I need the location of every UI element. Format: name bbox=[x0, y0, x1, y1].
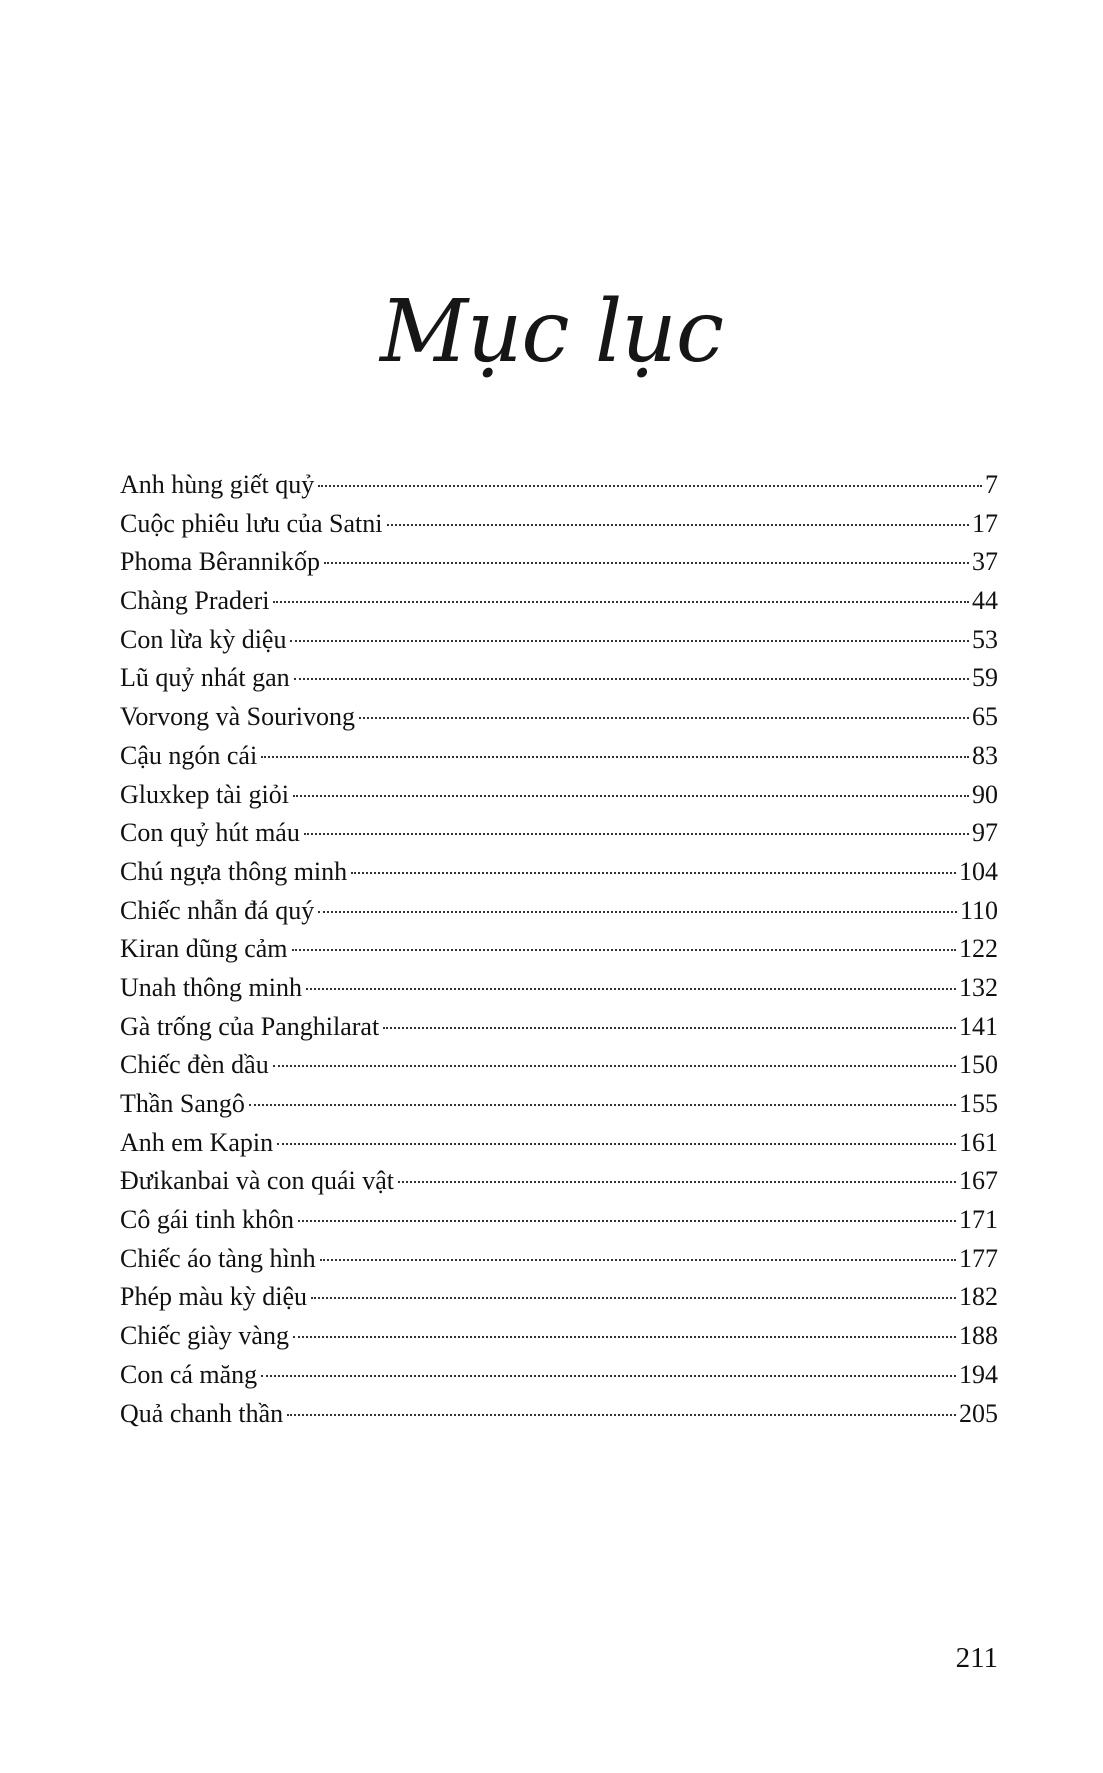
toc-entry-page: 97 bbox=[972, 818, 998, 848]
toc-entry-page: 205 bbox=[959, 1398, 998, 1428]
toc-entry bbox=[120, 1008, 998, 1047]
toc-entry-title: Chàng Praderi bbox=[120, 586, 270, 616]
toc-entry-page: 177 bbox=[959, 1243, 998, 1273]
toc-entry bbox=[120, 1240, 998, 1279]
dot-leader bbox=[387, 524, 970, 526]
toc-entry bbox=[120, 969, 998, 1008]
dot-leader bbox=[261, 756, 969, 758]
dot-leader bbox=[383, 1027, 956, 1029]
toc-entry bbox=[120, 466, 998, 505]
toc-entry-page: 44 bbox=[972, 586, 998, 616]
toc-entry-title: Phép màu kỳ diệu bbox=[120, 1282, 308, 1312]
toc-entry bbox=[120, 543, 998, 582]
toc-entry-title: Con quỷ hút máu bbox=[120, 818, 300, 848]
toc-entry-page: 122 bbox=[959, 934, 998, 964]
toc-entry-title: Anh em Kapin bbox=[120, 1127, 274, 1157]
toc-entry bbox=[120, 582, 998, 621]
toc-entry-title: Quả chanh thần bbox=[120, 1398, 284, 1428]
toc-entry-title: Chiếc áo tàng hình bbox=[120, 1243, 316, 1273]
toc-entry bbox=[120, 1085, 998, 1124]
toc-entry-title: Đưikanbai và con quái vật bbox=[120, 1166, 395, 1196]
toc-entry bbox=[120, 1395, 998, 1434]
toc-entry-title: Chiếc giày vàng bbox=[120, 1321, 289, 1351]
toc-entry bbox=[120, 892, 998, 931]
toc-entry-title: Anh hùng giết quỷ bbox=[120, 470, 315, 499]
dot-leader bbox=[293, 795, 969, 797]
toc-entry bbox=[120, 1046, 998, 1085]
dot-leader bbox=[293, 1336, 956, 1338]
toc-entry-title: Con lừa kỳ diệu bbox=[120, 624, 287, 654]
page-number: 211 bbox=[955, 1642, 998, 1674]
toc-entry-title: Cô gái tinh khôn bbox=[120, 1205, 295, 1235]
toc-entry bbox=[120, 776, 998, 815]
dot-leader bbox=[359, 717, 969, 719]
dot-leader bbox=[249, 1104, 956, 1106]
toc-entry-title: Gluxkep tài giỏi bbox=[120, 779, 289, 809]
toc-entry-page: 110 bbox=[959, 895, 998, 925]
toc-entry-title: Vorvong và Sourivong bbox=[120, 702, 355, 732]
toc-entry bbox=[120, 1317, 998, 1356]
toc-entry-page: 194 bbox=[959, 1359, 998, 1389]
toc-entry-title: Chiếc nhẫn đá quý bbox=[120, 895, 315, 925]
dot-leader bbox=[320, 1259, 956, 1261]
toc-entry-page: 132 bbox=[959, 972, 998, 1002]
dot-leader bbox=[273, 601, 969, 603]
toc-entry bbox=[120, 737, 998, 776]
toc-entry-page: 141 bbox=[959, 1011, 998, 1041]
toc-entry bbox=[120, 659, 998, 698]
toc-entry-title: Kiran dũng cảm bbox=[120, 934, 288, 964]
dot-leader bbox=[351, 872, 956, 874]
dot-leader bbox=[306, 988, 956, 990]
dot-leader bbox=[298, 1220, 956, 1222]
toc-entry bbox=[120, 1201, 998, 1240]
toc-entry bbox=[120, 814, 998, 853]
toc-entry-title: Cuộc phiêu lưu của Satni bbox=[120, 508, 383, 538]
toc-entry-title: Chiếc đèn dầu bbox=[120, 1050, 269, 1080]
dot-leader bbox=[294, 678, 969, 680]
toc-entry-page: 161 bbox=[959, 1127, 998, 1157]
toc-entry-page: 7 bbox=[985, 470, 998, 499]
dot-leader bbox=[398, 1181, 956, 1183]
toc-entry bbox=[120, 1278, 998, 1317]
dot-leader bbox=[324, 562, 969, 564]
toc-entry bbox=[120, 853, 998, 892]
dot-leader bbox=[287, 1414, 956, 1416]
dot-leader bbox=[304, 833, 969, 835]
toc-entry bbox=[120, 1162, 998, 1201]
dot-leader bbox=[311, 1297, 956, 1299]
toc-entry-title: Unah thông minh bbox=[120, 972, 302, 1002]
toc-entry bbox=[120, 698, 998, 737]
toc-entry-page: 83 bbox=[972, 740, 998, 770]
dot-leader bbox=[292, 949, 956, 951]
toc-entry bbox=[120, 505, 998, 544]
table-of-contents bbox=[120, 466, 998, 1433]
toc-entry-title: Thần Sangô bbox=[120, 1089, 245, 1118]
toc-entry-page: 53 bbox=[972, 624, 998, 654]
toc-entry-title: Phoma Bêrannikốp bbox=[120, 547, 321, 577]
toc-entry-page: 104 bbox=[959, 856, 998, 886]
dot-leader bbox=[318, 485, 982, 487]
toc-entry-title: Con cá măng bbox=[120, 1359, 258, 1389]
toc-entry-page: 90 bbox=[972, 779, 998, 809]
toc-entry-page: 167 bbox=[959, 1166, 998, 1196]
toc-entry bbox=[120, 1356, 998, 1395]
toc-entry-page: 37 bbox=[972, 547, 998, 577]
toc-entry-title: Lũ quỷ nhát gan bbox=[120, 663, 290, 693]
toc-entry bbox=[120, 1124, 998, 1163]
dot-leader bbox=[318, 911, 957, 913]
toc-entry-title: Chú ngựa thông minh bbox=[120, 856, 348, 886]
toc-entry-title: Cậu ngón cái bbox=[120, 740, 258, 770]
toc-entry bbox=[120, 930, 998, 969]
toc-title: Mục lục bbox=[379, 282, 723, 382]
toc-entry-page: 17 bbox=[972, 508, 998, 538]
toc-entry-page: 188 bbox=[959, 1321, 998, 1351]
toc-entry-title: Gà trống của Panghilarat bbox=[120, 1011, 380, 1041]
toc-entry bbox=[120, 621, 998, 660]
toc-entry-page: 171 bbox=[959, 1205, 998, 1235]
toc-entry-page: 150 bbox=[959, 1050, 998, 1080]
dot-leader bbox=[273, 1065, 956, 1067]
dot-leader bbox=[277, 1143, 956, 1145]
toc-entry-page: 182 bbox=[959, 1282, 998, 1312]
toc-entry-page: 65 bbox=[972, 702, 998, 732]
toc-entry-page: 59 bbox=[972, 663, 998, 693]
toc-entry-page: 155 bbox=[959, 1089, 998, 1118]
dot-leader bbox=[261, 1375, 956, 1377]
dot-leader bbox=[290, 640, 969, 642]
